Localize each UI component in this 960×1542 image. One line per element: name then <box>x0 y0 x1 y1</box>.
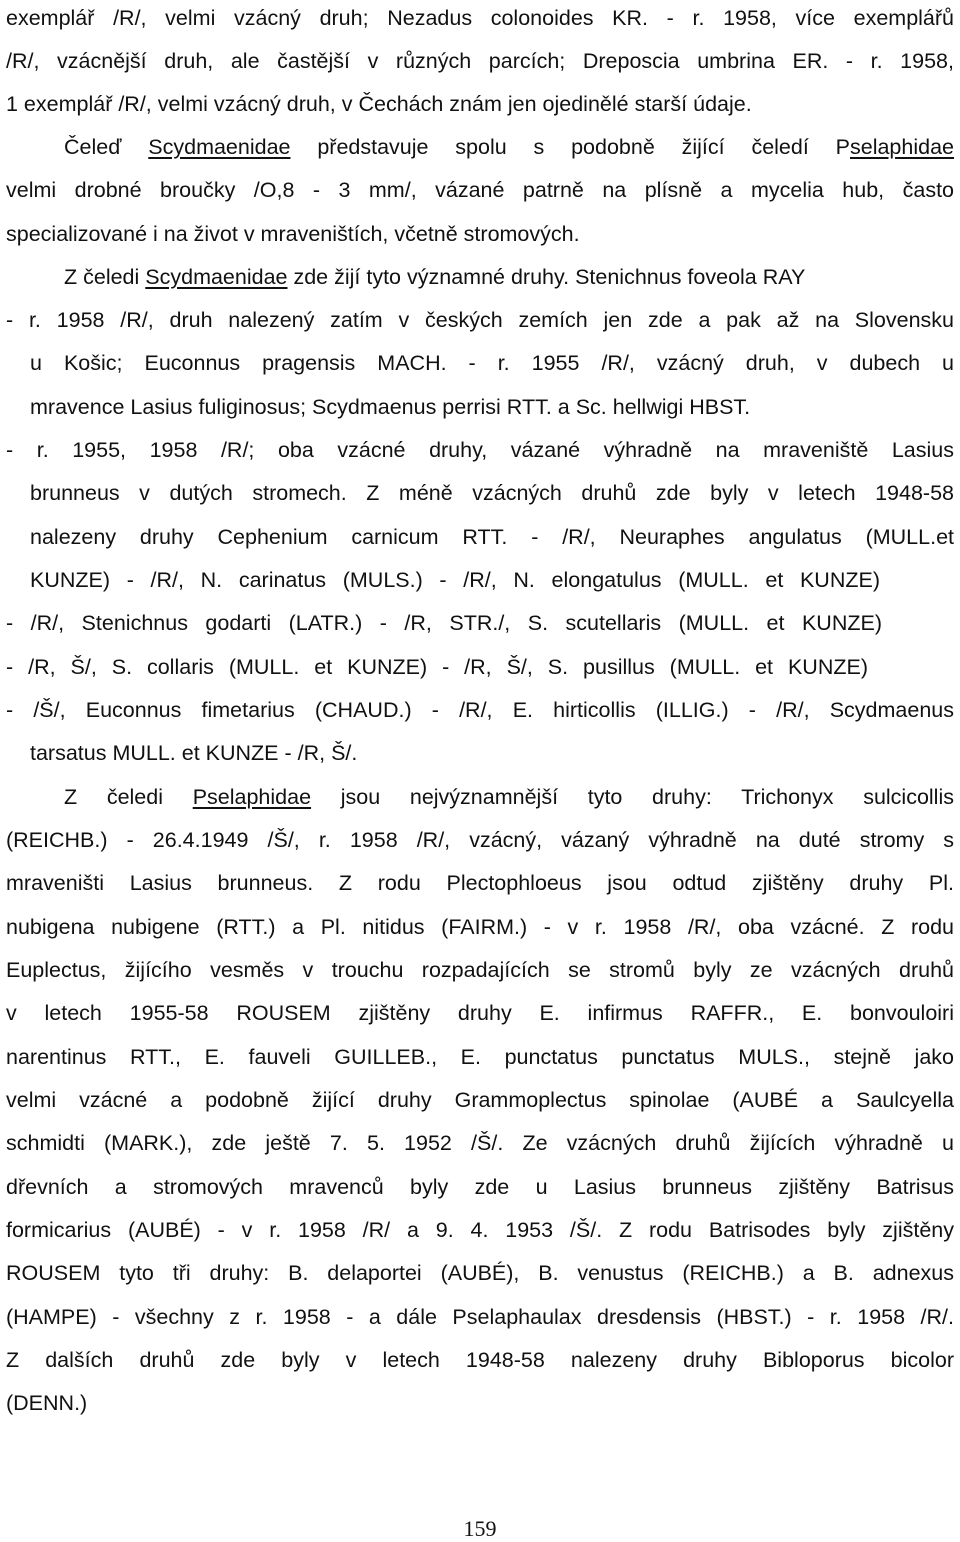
text-line: mravence Lasius fuliginosus; Scydmaenus perrisi RTT. a Sc. hellwigi HBST. <box>30 395 751 419</box>
text-line: v letech 1955-58 ROUSEM zjištěny druhy E. infirmus RAFFR., E. bonvouloiri <box>6 1001 954 1025</box>
text-line: 1 exemplář /R/, velmi vzácný druh, v Čechách znám jen ojedinělé starší údaje. <box>6 92 752 116</box>
text-line: ROUSEM tyto tři druhy: B. delaportei (AUBÉ), B. venustus (REICHB.) a B. adnexus <box>6 1261 954 1285</box>
text-line: nalezeny druhy Cephenium carnicum RTT. - /R/, Neuraphes angulatus (MULL.et <box>30 525 954 549</box>
text-line: specializované i na život v mraveništích, včetně stromových. <box>6 222 580 246</box>
text-line: (HAMPE) - všechny z r. 1958 - a dále Pselaphaulax dresdensis (HBST.) - r. 1958 /R/. <box>6 1305 954 1329</box>
text-line: schmidti (MARK.), zde ještě 7. 5. 1952 /Š/. Ze vzácných druhů žijících výhradně u <box>6 1131 954 1155</box>
text-line: KUNZE) - /R/, N. carinatus (MULS.) - /R/, N. elongatulus (MULL. et KUNZE) <box>30 568 880 592</box>
text-line: /R/, vzácnější druh, ale častější v různých parcích; Dreposcia umbrina ER. - r. 1958, <box>6 49 954 73</box>
text-line: formicarius (AUBÉ) - v r. 1958 /R/ a 9. 4. 1953 /Š/. Z rodu Batrisodes byly zjištěny <box>6 1218 954 1242</box>
text-line: - r. 1955, 1958 /R/; oba vzácné druhy, vázané výhradně na mraveniště Lasius <box>6 438 954 462</box>
text-line: - r. 1958 /R/, druh nalezený zatím v českých zemích jen zde a pak až na Slovensku <box>6 308 954 332</box>
text-line: Z čeledi Pselaphidae jsou nejvýznamnější tyto druhy: Trichonyx sulcicollis <box>64 785 954 809</box>
text-line: narentinus RTT., E. fauveli GUILLEB., E. punctatus punctatus MULS., stejně jako <box>6 1045 954 1069</box>
taxon-underlined: Pselaphidae <box>192 785 312 809</box>
text-line: u Košic; Euconnus pragensis MACH. - r. 1955 /R/, vzácný druh, v dubech u <box>30 351 954 375</box>
text-line: - /R/, Stenichnus godarti (LATR.) - /R, STR./, S. scutellaris (MULL. et KUNZE) <box>6 611 882 635</box>
text-line: mraveništi Lasius brunneus. Z rodu Plectophloeus jsou odtud zjištěny druhy Pl. <box>6 871 954 895</box>
text-line: (REICHB.) - 26.4.1949 /Š/, r. 1958 /R/, vzácný, vázaný výhradně na duté stromy s <box>6 828 954 852</box>
text-line: (DENN.) <box>6 1391 88 1415</box>
page-number: 159 <box>463 1516 497 1541</box>
text-line: - /R, Š/, S. collaris (MULL. et KUNZE) - /R, Š/, S. pusillus (MULL. et KUNZE) <box>6 655 868 679</box>
text-line: Čeleď Scydmaenidae představuje spolu s podobně žijící čeledí Pselaphidae <box>64 135 954 159</box>
text-line: velmi vzácné a podobně žijící druhy Grammoplectus spinolae (AUBÉ a Saulcyella <box>6 1088 954 1112</box>
text-line: Euplectus, žijícího vesměs v trouchu rozpadajících se stromů byly ze vzácných druhů <box>6 958 954 982</box>
text-line: brunneus v dutých stromech. Z méně vzácných druhů zde byly v letech 1948-58 <box>30 481 954 505</box>
text-line: tarsatus MULL. et KUNZE - /R, Š/. <box>30 741 358 765</box>
text-line: nubigena nubigene (RTT.) a Pl. nitidus (FAIRM.) - v r. 1958 /R/, oba vzácné. Z rodu <box>6 915 954 939</box>
taxon-underlined: Scydmaenidae <box>148 135 291 159</box>
text-line: velmi drobné broučky /O,8 - 3 mm/, vázané patrně na plísně a mycelia hub, často <box>6 178 954 202</box>
text-line: exemplář /R/, velmi vzácný druh; Nezadus colonoides KR. - r. 1958, více exemplářů <box>6 6 954 30</box>
text-line: Z čeledi Scydmaenidae zde žijí tyto významné druhy. Stenichnus foveola RAY <box>64 265 806 289</box>
text-line: Z dalších druhů zde byly v letech 1948-58 nalezeny druhy Bibloporus bicolor <box>6 1348 954 1372</box>
taxon-underlined: Scydmaenidae <box>145 265 288 289</box>
text-line: dřevních a stromových mravenců byly zde u Lasius brunneus zjištěny Batrisus <box>6 1175 954 1199</box>
taxon-underlined: selaphidae <box>849 135 954 159</box>
text-line: - /Š/, Euconnus fimetarius (CHAUD.) - /R/, E. hirticollis (ILLIG.) - /R/, Scydmaenus <box>6 698 954 722</box>
